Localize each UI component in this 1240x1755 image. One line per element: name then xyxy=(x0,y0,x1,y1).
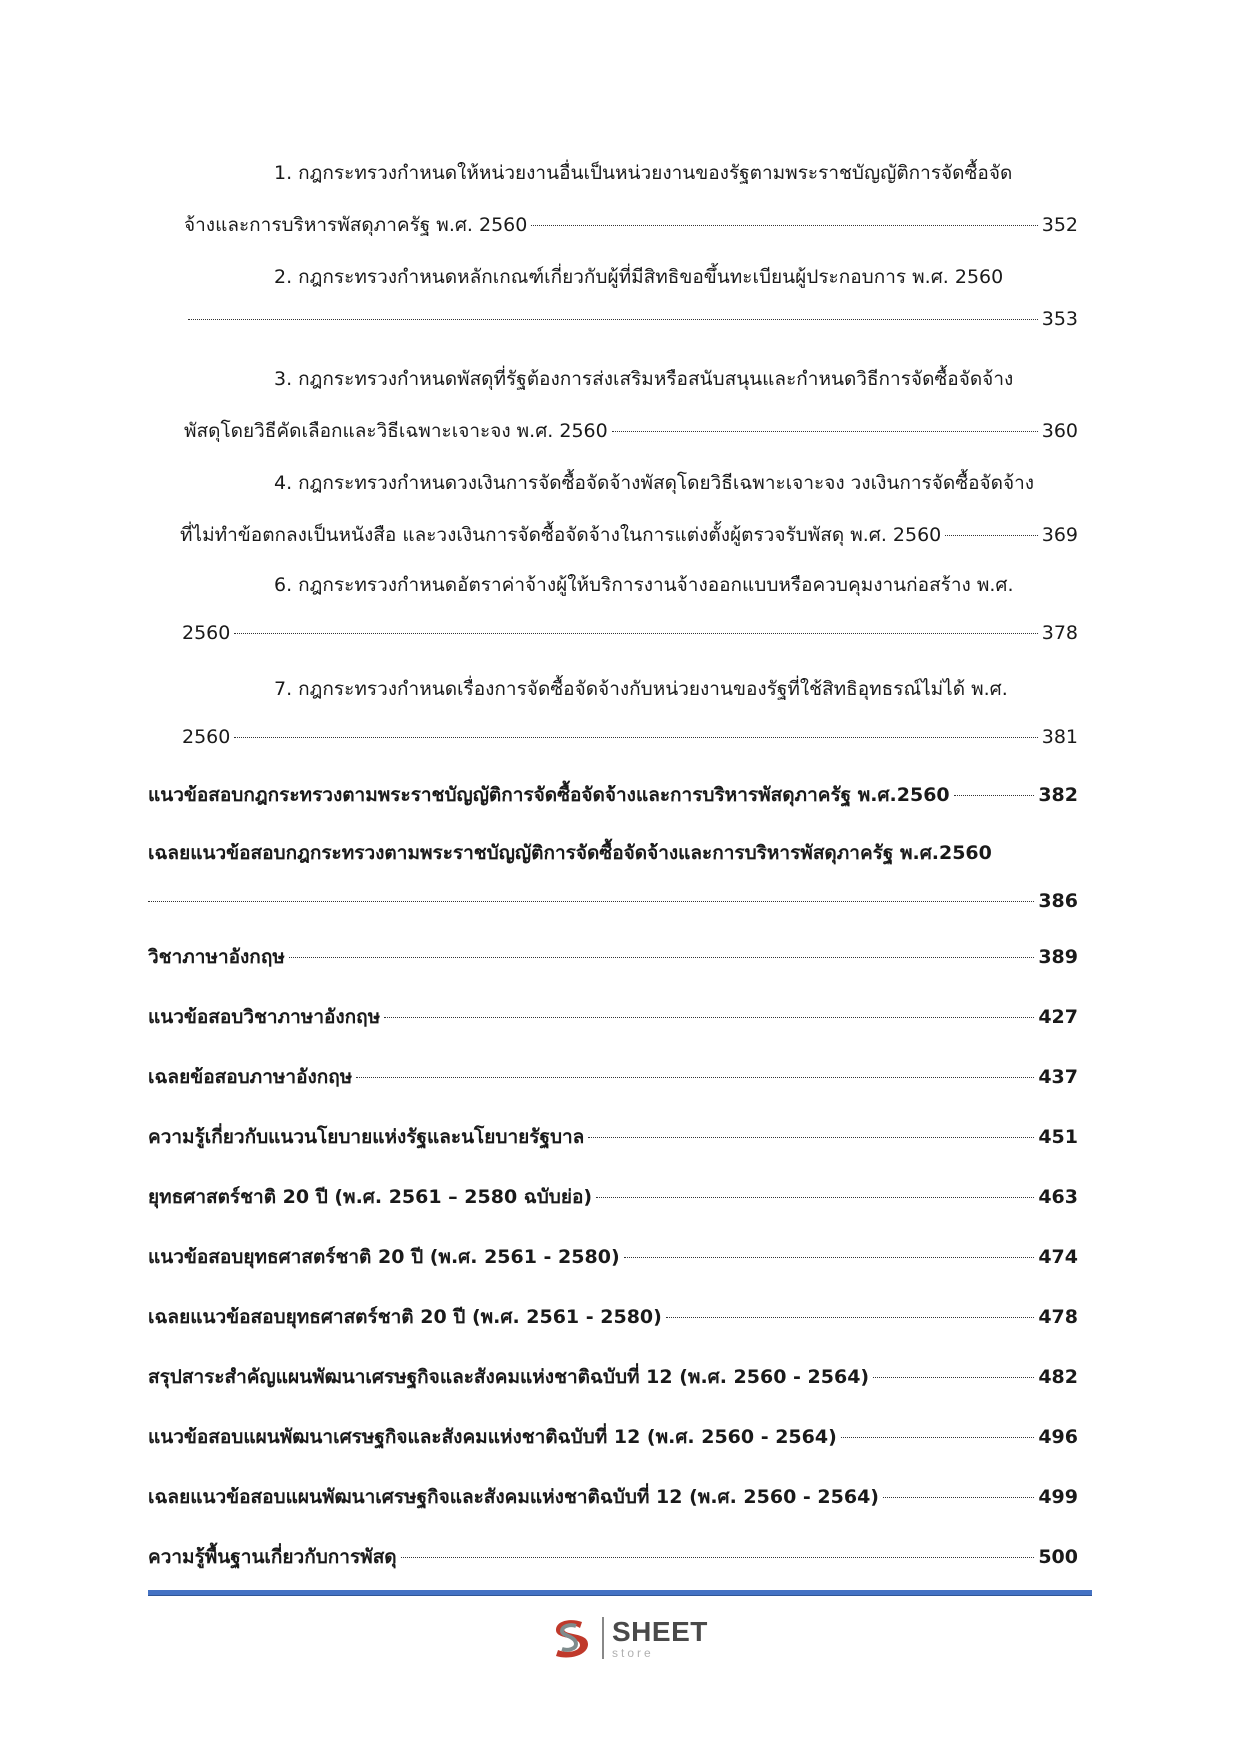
dot-leader xyxy=(401,1557,1035,1558)
dot-leader xyxy=(596,1197,1034,1198)
toc-entry-page[interactable]: 381 xyxy=(1041,726,1078,748)
toc-entry-title[interactable]: วิชาภาษาอังกฤษ xyxy=(148,946,285,968)
dot-leader xyxy=(666,1317,1034,1318)
toc-entry-title[interactable]: เฉลยแนวข้อสอบยุทธศาสตร์ชาติ 20 ปี (พ.ศ. 2561 - 2580) xyxy=(148,1306,662,1328)
dot-leader xyxy=(873,1377,1034,1378)
toc-main-entry xyxy=(148,1482,1078,1512)
toc-entry-title[interactable]: แนวข้อสอบกฎกระทรวงตามพระราชบัญญัติการจัดซื้อจัดจ้างและการบริหารพัสดุภาครัฐ พ.ศ.2560 xyxy=(148,784,950,806)
toc-main-entry xyxy=(148,1002,1078,1032)
toc-entry-title-line1: 3. กฎกระทรวงกำหนดพัสดุที่รัฐต้องการส่งเสริมหรือสนับสนุนและกำหนดวิธีการจัดซื้อจัดจ้าง xyxy=(274,368,1014,390)
toc-entry-title[interactable]: ความรู้เกี่ยวกับแนวนโยบายแห่งรัฐและนโยบายรัฐบาล xyxy=(148,1126,585,1148)
toc-entry-page[interactable]: 451 xyxy=(1038,1126,1078,1148)
toc-main-entry xyxy=(148,1422,1078,1452)
toc-entry-title-line1: 2. กฎกระทรวงกำหนดหลักเกณฑ์เกี่ยวกับผู้ที่มีสิทธิขอขึ้นทะเบียนผู้ประกอบการ พ.ศ. 2560 xyxy=(274,266,1004,288)
logo-separator xyxy=(602,1617,604,1659)
toc-entry-title-line1: 6. กฎกระทรวงกำหนดอัตราค่าจ้างผู้ให้บริการงานจ้างออกแบบหรือควบคุมงานก่อสร้าง พ.ศ. xyxy=(274,574,1014,596)
toc-entry-title[interactable]: สรุปสาระสำคัญแผนพัฒนาเศรษฐกิจและสังคมแห่งชาติฉบับที่ 12 (พ.ศ. 2560 - 2564) xyxy=(148,1366,870,1388)
toc-entry-page[interactable]: 500 xyxy=(1038,1546,1078,1568)
toc-entry-title[interactable]: แนวข้อสอบวิชาภาษาอังกฤษ xyxy=(148,1006,381,1028)
sheet-store-logo-icon xyxy=(546,1614,594,1662)
dot-leader xyxy=(883,1497,1034,1498)
toc-entry-title-line1: 7. กฎกระทรวงกำหนดเรื่องการจัดซื้อจัดจ้างกับหน่วยงานของรัฐที่ใช้สิทธิอุทธรณ์ไม่ได้ พ.ศ. xyxy=(274,678,1008,700)
toc-entry-page[interactable]: 378 xyxy=(1041,622,1078,644)
toc-entry-page[interactable]: 352 xyxy=(1041,214,1078,236)
toc-main-entry xyxy=(148,942,1078,972)
toc-main-entry xyxy=(148,780,1078,810)
toc-entry-title-line2: 2560 xyxy=(182,726,231,748)
toc-entry-title[interactable]: แนวข้อสอบแผนพัฒนาเศรษฐกิจและสังคมแห่งชาติฉบับที่ 12 (พ.ศ. 2560 - 2564) xyxy=(148,1426,837,1448)
toc-entry-page[interactable]: 386 xyxy=(1038,890,1078,912)
toc-entry-page[interactable]: 463 xyxy=(1038,1186,1078,1208)
dot-leader xyxy=(234,737,1037,738)
toc-entry-page[interactable]: 389 xyxy=(1038,946,1078,968)
dot-leader xyxy=(945,535,1037,536)
toc-entry-page[interactable]: 369 xyxy=(1041,524,1078,546)
toc-main-entry xyxy=(148,1242,1078,1272)
toc-entry-title[interactable]: เฉลยแนวข้อสอบกฎกระทรวงตามพระราชบัญญัติการจัดซื้อจัดจ้างและการบริหารพัสดุภาครัฐ พ.ศ.2560 xyxy=(148,842,992,864)
dot-leader xyxy=(234,633,1037,634)
toc-entry-title[interactable]: เฉลยข้อสอบภาษาอังกฤษ xyxy=(148,1066,353,1088)
dot-leader xyxy=(289,957,1034,958)
toc-entry-title-line2: จ้างและการบริหารพัสดุภาครัฐ พ.ศ. 2560 xyxy=(184,214,528,236)
toc-entry-page[interactable]: 382 xyxy=(1038,784,1078,806)
toc-entry-title-line2: 2560 xyxy=(182,622,231,644)
toc-entry-page[interactable]: 353 xyxy=(1041,308,1078,330)
dot-leader xyxy=(356,1077,1034,1078)
brand-name: SHEET xyxy=(612,1615,708,1647)
toc-main-entry xyxy=(148,1182,1078,1212)
dot-leader xyxy=(624,1257,1035,1258)
toc-entry-title[interactable]: ยุทธศาสตร์ชาติ 20 ปี (พ.ศ. 2561 – 2580 ฉบับย่อ) xyxy=(148,1186,593,1208)
toc-entry-title-line2: ที่ไม่ทำข้อตกลงเป็นหนังสือ และวงเงินการจัดซื้อจัดจ้างในการแต่งตั้งผู้ตรวจรับพัสดุ พ.ศ. 2560 xyxy=(180,524,942,546)
toc-entry-title-line1: 1. กฎกระทรวงกำหนดให้หน่วยงานอื่นเป็นหน่วยงานของรัฐตามพระราชบัญญัติการจัดซื้อจัด xyxy=(274,162,1013,184)
toc-entry-page[interactable]: 496 xyxy=(1038,1426,1078,1448)
dot-leader xyxy=(954,795,1035,796)
toc-entry-page[interactable]: 437 xyxy=(1038,1066,1078,1088)
toc-entry-page[interactable]: 360 xyxy=(1041,420,1078,442)
toc-entry-page[interactable]: 482 xyxy=(1038,1366,1078,1388)
dot-leader xyxy=(612,431,1038,432)
dot-leader xyxy=(188,319,1038,320)
dot-leader xyxy=(148,901,1034,902)
dot-leader xyxy=(531,225,1037,226)
toc-entry-page[interactable]: 474 xyxy=(1038,1246,1078,1268)
toc-main-entry xyxy=(148,1062,1078,1092)
toc-main-entry xyxy=(148,1122,1078,1152)
brand-subname: store xyxy=(612,1645,654,1660)
toc-entry-title-line1: 4. กฎกระทรวงกำหนดวงเงินการจัดซื้อจัดจ้างพัสดุโดยวิธีเฉพาะเจาะจง วงเงินการจัดซื้อจัดจ้าง xyxy=(274,472,1035,494)
brand-logo xyxy=(546,1614,708,1662)
dot-leader xyxy=(384,1017,1034,1018)
dot-leader xyxy=(841,1437,1035,1438)
toc-entry-title[interactable]: แนวข้อสอบยุทธศาสตร์ชาติ 20 ปี (พ.ศ. 2561 - 2580) xyxy=(148,1246,620,1268)
toc-entry-title[interactable]: เฉลยแนวข้อสอบแผนพัฒนาเศรษฐกิจและสังคมแห่งชาติฉบับที่ 12 (พ.ศ. 2560 - 2564) xyxy=(148,1486,879,1508)
toc-entry-page[interactable]: 499 xyxy=(1038,1486,1078,1508)
toc-entry-page[interactable]: 427 xyxy=(1038,1006,1078,1028)
toc-main-entry xyxy=(148,1542,1078,1572)
toc-main-entry xyxy=(148,1302,1078,1332)
toc-main-entry xyxy=(148,1362,1078,1392)
footer-rule xyxy=(148,1590,1092,1596)
dot-leader xyxy=(588,1137,1034,1138)
toc-entry-page[interactable]: 478 xyxy=(1038,1306,1078,1328)
toc-entry-title-line2: พัสดุโดยวิธีคัดเลือกและวิธีเฉพาะเจาะจง พ.ศ. 2560 xyxy=(184,420,608,442)
toc-entry-title[interactable]: ความรู้พื้นฐานเกี่ยวกับการพัสดุ xyxy=(148,1546,397,1568)
